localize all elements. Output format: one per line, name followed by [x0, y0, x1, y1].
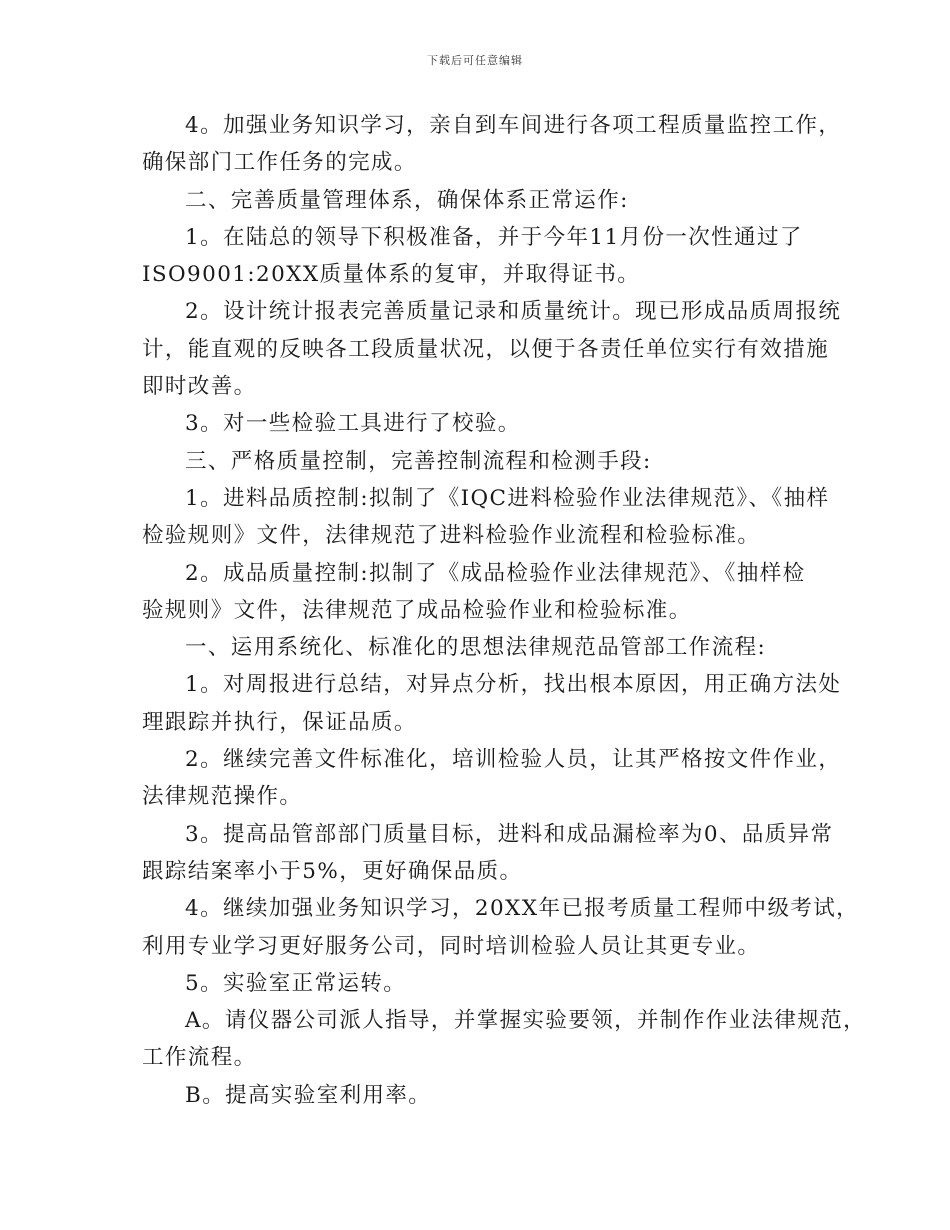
paragraph-line: 4。加强业务知识学习，亲自到车间进行各项工程质量监控工作，	[185, 113, 842, 138]
paragraph-line: B。提高实验室利用率。	[185, 1082, 432, 1108]
paragraph-line: 检验规则》文件，法律规范了进料检验作业流程和检验标准。	[142, 523, 761, 549]
paragraph-line: 验规则》文件，法律规范了成品检验作业和检验标准。	[142, 597, 692, 623]
paragraph-line: 5。实验室正常运转。	[185, 970, 407, 996]
paragraph-line: 2。设计统计报表完善质量记录和质量统计。现已形成品质周报统	[185, 299, 842, 325]
paragraph-line: 计，能直观的反映各工段质量状况，以便于各责任单位实行有效措施	[142, 336, 830, 362]
paragraph-line: 1。进料品质控制:拟制了《IQC进料检验作业法律规范》、《抽样	[185, 485, 830, 511]
document-body	[142, 107, 867, 1114]
paragraph-line: 利用专业学习更好服务公司，同时培训检验人员让其更专业。	[142, 933, 761, 959]
paragraph-line: 工作流程。	[142, 1045, 257, 1071]
paragraph-line: 2。成品质量控制:拟制了《成品检验作业法律规范》、《抽样检	[185, 560, 806, 586]
section-heading: 一、运用系统化、标准化的思想法律规范品管部工作流程:	[185, 635, 767, 661]
paragraph-line: 1。在陆总的领导下积极准备，并于今年11月份一次性通过了	[185, 224, 803, 250]
paragraph-line: 3。提高品管部部门质量目标，进料和成品漏检率为0、品质异常	[185, 821, 834, 847]
section-heading: 二、完善质量管理体系，确保体系正常运作:	[185, 187, 629, 213]
paragraph-line: 确保部门工作任务的完成。	[142, 150, 417, 176]
page-header-note: 下载后可任意编辑	[427, 54, 523, 67]
paragraph-line: 即时改善。	[142, 374, 257, 400]
paragraph-line: 理跟踪并执行，保证品质。	[142, 709, 417, 735]
paragraph-line: 2。继续完善文件标准化，培训检验人员，让其严格按文件作业，	[185, 747, 842, 773]
paragraph-line: 3。对一些检验工具进行了校验。	[185, 411, 521, 437]
paragraph-line: A。请仪器公司派人指导，并掌握实验要领，并制作作业法律规范，	[185, 1008, 867, 1034]
paragraph-line: 跟踪结案率小于5%，更好确保品质。	[142, 858, 523, 884]
paragraph-line: 4。继续加强业务知识学习，20XX年已报考质量工程师中级考试，	[185, 896, 860, 922]
section-heading: 三、严格质量控制，完善控制流程和检测手段:	[185, 448, 652, 474]
paragraph-line: ISO9001:20XX质量体系的复审，并取得证书。	[142, 262, 641, 288]
paragraph-line: 法律规范操作。	[142, 784, 303, 810]
paragraph-line: 1。对周报进行总结，对异点分析，找出根本原因，用正确方法处	[185, 672, 842, 698]
